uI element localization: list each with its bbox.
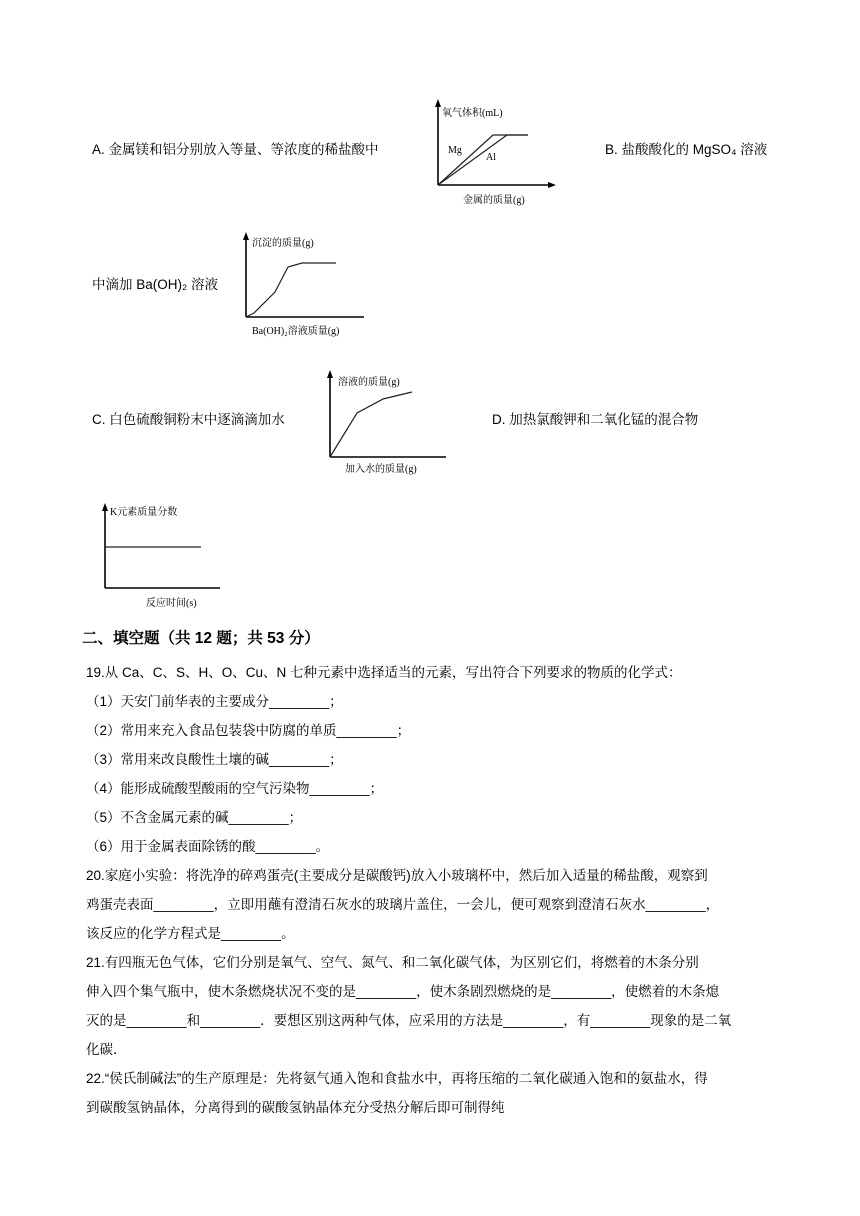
x-axis-label: 加入水的质量(g) — [345, 464, 417, 475]
y-axis-label: K元素质量分数 — [110, 507, 178, 518]
question-20-line-2: 鸡蛋壳表面________，立即用蘸有澄清石灰水的玻璃片盖住，一会儿，便可观察到澄清石灰水________， — [86, 897, 720, 912]
question-22-line-1: 22.“侯氏制碱法”的生产原理是：先将氨气通入饱和食盐水中，再将压缩的二氧化碳通入饱和的氨盐水，得 — [86, 1071, 708, 1086]
question-19-item-2: （2）常用来充入食品包装袋中防腐的单质________； — [86, 723, 411, 738]
option-b-line2: 中滴加 Ba(OH)₂ 溶液 — [92, 277, 218, 292]
question-21-line-2: 伸入四个集气瓶中，使木条燃烧状况不变的是________，使木条剧烈燃烧的是________，使燃着的木条熄 — [86, 984, 720, 999]
question-22-line-2: 到碳酸氢钠晶体，分离得到的碳酸氢钠晶体充分受热分解后即可制得纯 — [86, 1100, 505, 1115]
question-20 — [86, 861, 719, 948]
question-19-item-4: （4）能形成硫酸型酸雨的空气污染物________； — [86, 781, 384, 796]
series-mg-label: Mg — [448, 145, 462, 156]
chart-b — [236, 229, 366, 339]
y-axis-label: 沉淀的质量(g) — [252, 238, 314, 249]
section-title: 二、填空题（共 12 题；共 53 分） — [82, 630, 320, 647]
x-axis-arrow — [548, 182, 556, 188]
x-axis-label: 反应时间(s) — [146, 598, 197, 609]
question-21-line-4: 化碳． — [86, 1042, 127, 1057]
series-al-line — [438, 135, 528, 185]
question-19-stem: 19.从 Ca、C、S、H、O、Cu、N 七种元素中选择适当的元素，写出符合下列要求的物质的化学式： — [86, 665, 682, 680]
series-mg-line — [438, 135, 528, 185]
x-axis-label: 金属的质量(g) — [463, 195, 525, 206]
question-21 — [86, 948, 731, 1064]
y-axis-arrow — [327, 370, 333, 378]
y-axis-label: 氧气体积(mL) — [442, 108, 503, 119]
question-19-item-6: （6）用于金属表面除锈的酸________。 — [86, 839, 330, 854]
question-19-item-5: （5）不含金属元素的碱________； — [86, 810, 303, 825]
precipitate-line — [246, 263, 336, 317]
option-a: A. 金属镁和铝分别放入等量、等浓度的稀盐酸中 — [92, 142, 379, 157]
question-21-line-3: 灭的是________和________．要想区别这两种气体，应采用的方法是________，有________现象的是二氧 — [86, 1013, 732, 1028]
solution-mass-line — [330, 392, 412, 457]
option-d: D. 加热氯酸钾和二氧化锰的混合物 — [492, 412, 699, 427]
option-c: C. 白色硫酸铜粉末中逐滴滴加水 — [92, 412, 285, 427]
series-al-label: Al — [486, 152, 496, 163]
y-axis-arrow — [243, 232, 249, 240]
question-22 — [86, 1064, 708, 1122]
x-axis-label: Ba(OH)₂溶液质量(g) — [252, 326, 340, 337]
chart-c — [320, 367, 450, 479]
chart-d — [96, 502, 226, 610]
y-axis-arrow — [102, 503, 108, 511]
question-20-line-3: 该反应的化学方程式是________。 — [86, 926, 295, 941]
chart-a — [425, 97, 565, 210]
option-b-line1: B. 盐酸酸化的 MgSO₄ 溶液 — [605, 142, 768, 157]
question-19-item-1: （1）天安门前华表的主要成分________； — [86, 694, 343, 709]
question-19-item-3: （3）常用来改良酸性土壤的碱________； — [86, 752, 343, 767]
y-axis-arrow — [435, 99, 441, 107]
y-axis-label: 溶液的质量(g) — [338, 377, 400, 388]
question-20-line-1: 20.家庭小实验：将洗净的碎鸡蛋壳(主要成分是碳酸钙)放入小玻璃杯中，然后加入适量的稀盐酸，观察到 — [86, 868, 708, 883]
question-21-line-1: 21.有四瓶无色气体，它们分别是氧气、空气、氮气、和二氧化碳气体，为区别它们，将燃着的木条分别 — [86, 955, 699, 970]
question-19 — [86, 658, 682, 861]
